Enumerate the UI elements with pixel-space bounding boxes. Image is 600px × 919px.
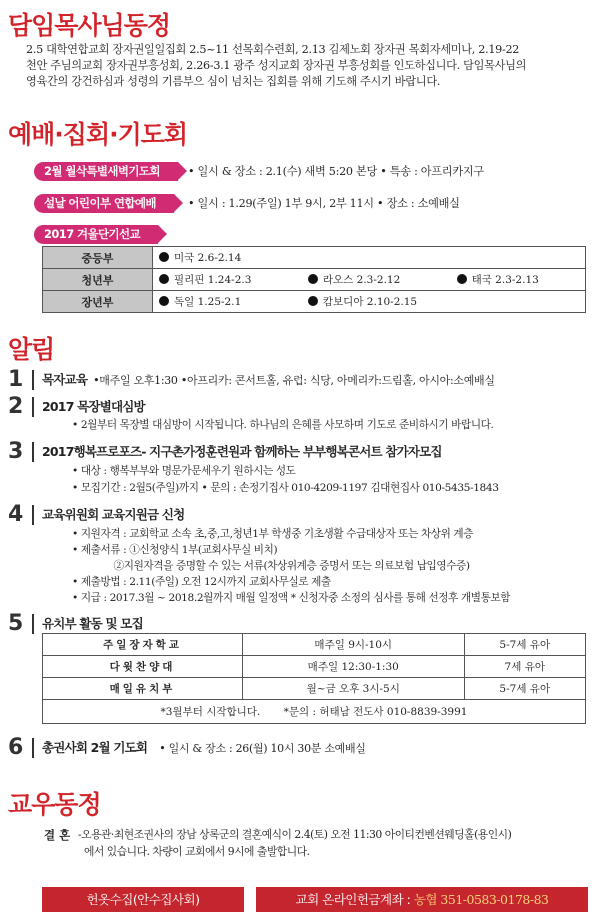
kinder-program: 주일장자학교	[43, 634, 243, 656]
members-line: 에서 있습니다. 차량이 교회에서 9시에 출발합니다.	[84, 845, 310, 858]
bullet-icon	[159, 274, 169, 284]
table-row	[43, 700, 586, 724]
kinder-time: 월~금 오후 3시-5시	[243, 678, 465, 700]
clothes-collection-banner	[42, 887, 244, 912]
pastor-news-text	[26, 42, 588, 90]
notice-line: • 제출서류 : ①신청양식 1부(교회사무실 비치)	[72, 544, 278, 556]
mission-group: 중등부	[43, 247, 153, 269]
mission-cell	[302, 269, 451, 291]
kinder-time: 매주일 9시-10시	[243, 634, 465, 656]
notice-number: 2	[8, 394, 24, 419]
notice-line: • 모집기간 : 2월5(주일)까지 • 문의 : 손정기집사 010-4209-1197 김대현집사 010-5435-1843	[72, 482, 499, 494]
mission-cell	[153, 269, 302, 291]
notice-line: ②지원자격을 증명할 수 있는 서류(차상위계층 증명서 또는 의료보험 납입영수증)	[72, 560, 470, 572]
notice-heading-text: 목자교육	[42, 372, 88, 387]
notice-heading	[32, 738, 366, 758]
table-row	[43, 247, 586, 269]
pastor-news-title: 담임목사님동정	[8, 11, 171, 40]
mission-item: 태국 2.3-2.13	[471, 274, 539, 286]
bullet-icon	[308, 274, 318, 284]
bullet-icon	[457, 274, 467, 284]
table-row	[43, 656, 586, 678]
notice-number: 5	[8, 611, 24, 636]
members-label: 결 혼	[44, 828, 71, 842]
notice-heading	[32, 505, 184, 525]
kinder-program: 다윗찬양대	[43, 656, 243, 678]
bullet-icon	[159, 296, 169, 306]
mission-cell	[451, 269, 586, 291]
donation-account-banner	[256, 887, 588, 912]
mission-item: 독일 1.25-2.1	[174, 296, 242, 308]
donation-account-number: 농협 351-0583-0178-83	[413, 892, 549, 907]
event-info: • 일시 & 장소 : 2.1(수) 새벽 5:20 본당 • 특송 : 아프리카지구	[188, 165, 484, 178]
notice-line: • 지원자격 : 교회학교 소속 초,중,고,청년1부 학생중 기초생활 수급대상자 또는 차상위 계층	[72, 528, 474, 540]
table-row	[43, 291, 586, 313]
bullet-icon	[308, 296, 318, 306]
kinder-time: 매주일 12:30-1:30	[243, 656, 465, 678]
notice-heading-text: 2017 목장별대심방	[42, 399, 145, 414]
notice-heading	[32, 442, 442, 462]
notice-heading-text: 유치부 활동 및 모집	[42, 616, 143, 631]
mission-group: 청년부	[43, 269, 153, 291]
kinder-age: 7세 유아	[464, 656, 585, 678]
mission-item: 라오스 2.3-2.12	[322, 274, 401, 286]
event-info: • 일시 : 1.29(주일) 1부 9시, 2부 11시 • 장소 : 소예배실	[188, 197, 460, 210]
kinder-program: 매일유치부	[43, 678, 243, 700]
mission-cell	[302, 291, 586, 313]
notice-line: • 2월부터 목장별 대심방이 시작됩니다. 하나님의 은혜를 사모하며 기도로 준비하시기 바랍니다.	[72, 419, 494, 431]
event-label: 2월 월삭특별새벽기도회	[34, 162, 178, 181]
notices-title: 알림	[8, 335, 55, 364]
kinder-age: 5-7세 유아	[464, 634, 585, 656]
notice-line: • 제출방법 : 2.11(주일) 오전 12시까지 교회사무실로 제출	[72, 576, 331, 588]
mission-group: 장년부	[43, 291, 153, 313]
event-label: 2017 겨울단기선교	[34, 225, 158, 244]
notice-heading-text: 교육위원회 교육지원금 신청	[42, 507, 185, 522]
kinder-note: *3월부터 시작합니다. *문의 : 허태남 전도사 010-8839-3991	[43, 700, 586, 724]
pastor-news-line: 천안 주님의교회 장자권부흥성회, 2.26-3.1 광주 성지교회 장자권 부흥성회를 인도하십니다. 담임목사님의	[26, 59, 527, 72]
mission-item: 필리핀 1.24-2.3	[174, 274, 252, 286]
clothes-collection-label: 헌옷수집(안수집사회)	[86, 892, 200, 907]
notice-number: 3	[8, 439, 24, 464]
notice-number: 1	[8, 367, 24, 392]
notice-number: 4	[8, 502, 24, 527]
notice-heading	[32, 397, 145, 417]
notice-inline-text: • 일시 & 장소 : 26(월) 10시 30분 소예배실	[159, 742, 366, 755]
members-title: 교우동정	[8, 790, 101, 819]
bullet-icon	[159, 252, 169, 262]
kinder-table	[42, 633, 586, 724]
mission-item: 캄보디아 2.10-2.15	[322, 296, 418, 308]
members-line: -오용관·최현조권사의 장남 상록군의 결혼예식이 2.4(토) 오전 11:30 아이티컨벤션웨딩홀(용인시)	[78, 828, 512, 841]
mission-cell	[153, 291, 302, 313]
worship-title: 예배·집회·기도회	[8, 120, 188, 149]
event-label: 설날 어린이부 연합예배	[34, 194, 174, 213]
mission-item: 미국 2.6-2.14	[174, 252, 242, 264]
table-row	[43, 678, 586, 700]
donation-account-label: 교회 온라인헌금계좌 :	[295, 892, 414, 907]
notice-line: • 지급 : 2017.3월 ~ 2018.2월까지 매월 일정액 * 신청자중 소정의 심사를 통해 선정후 개별통보함	[72, 592, 511, 604]
notice-line: • 대상 : 행복부부와 명문가문세우기 원하시는 성도	[72, 465, 296, 477]
notice-heading-text: 총권사회 2월 기도회	[42, 740, 148, 755]
mission-cell	[153, 247, 586, 269]
notice-heading-text: 2017행복프로포즈- 지구촌가정훈련원과 함께하는 부부행복콘서트 참가자모집	[42, 444, 442, 459]
notice-number: 6	[8, 735, 24, 760]
table-row	[43, 634, 586, 656]
notice-inline-text: •매주일 오후1:30 •아프리카: 콘서트홀, 유럽: 식당, 아메리카:드림홀, 아시아:소예배실	[93, 374, 495, 387]
mission-table	[42, 246, 586, 313]
notice-heading	[32, 370, 495, 390]
table-row	[43, 269, 586, 291]
kinder-age: 5-7세 유아	[464, 678, 585, 700]
pastor-news-line: 영육간의 강건하심과 성령의 기름부으 심이 넘치는 집회를 위해 기도해 주시기 바랍니다.	[26, 75, 441, 88]
notice-heading	[32, 614, 143, 634]
pastor-news-line: 2.5 대학연합교회 장자권일일집회 2.5~11 선목회수련회, 2.13 김제노회 장자권 목회자세미나, 2.19-22	[26, 43, 520, 56]
